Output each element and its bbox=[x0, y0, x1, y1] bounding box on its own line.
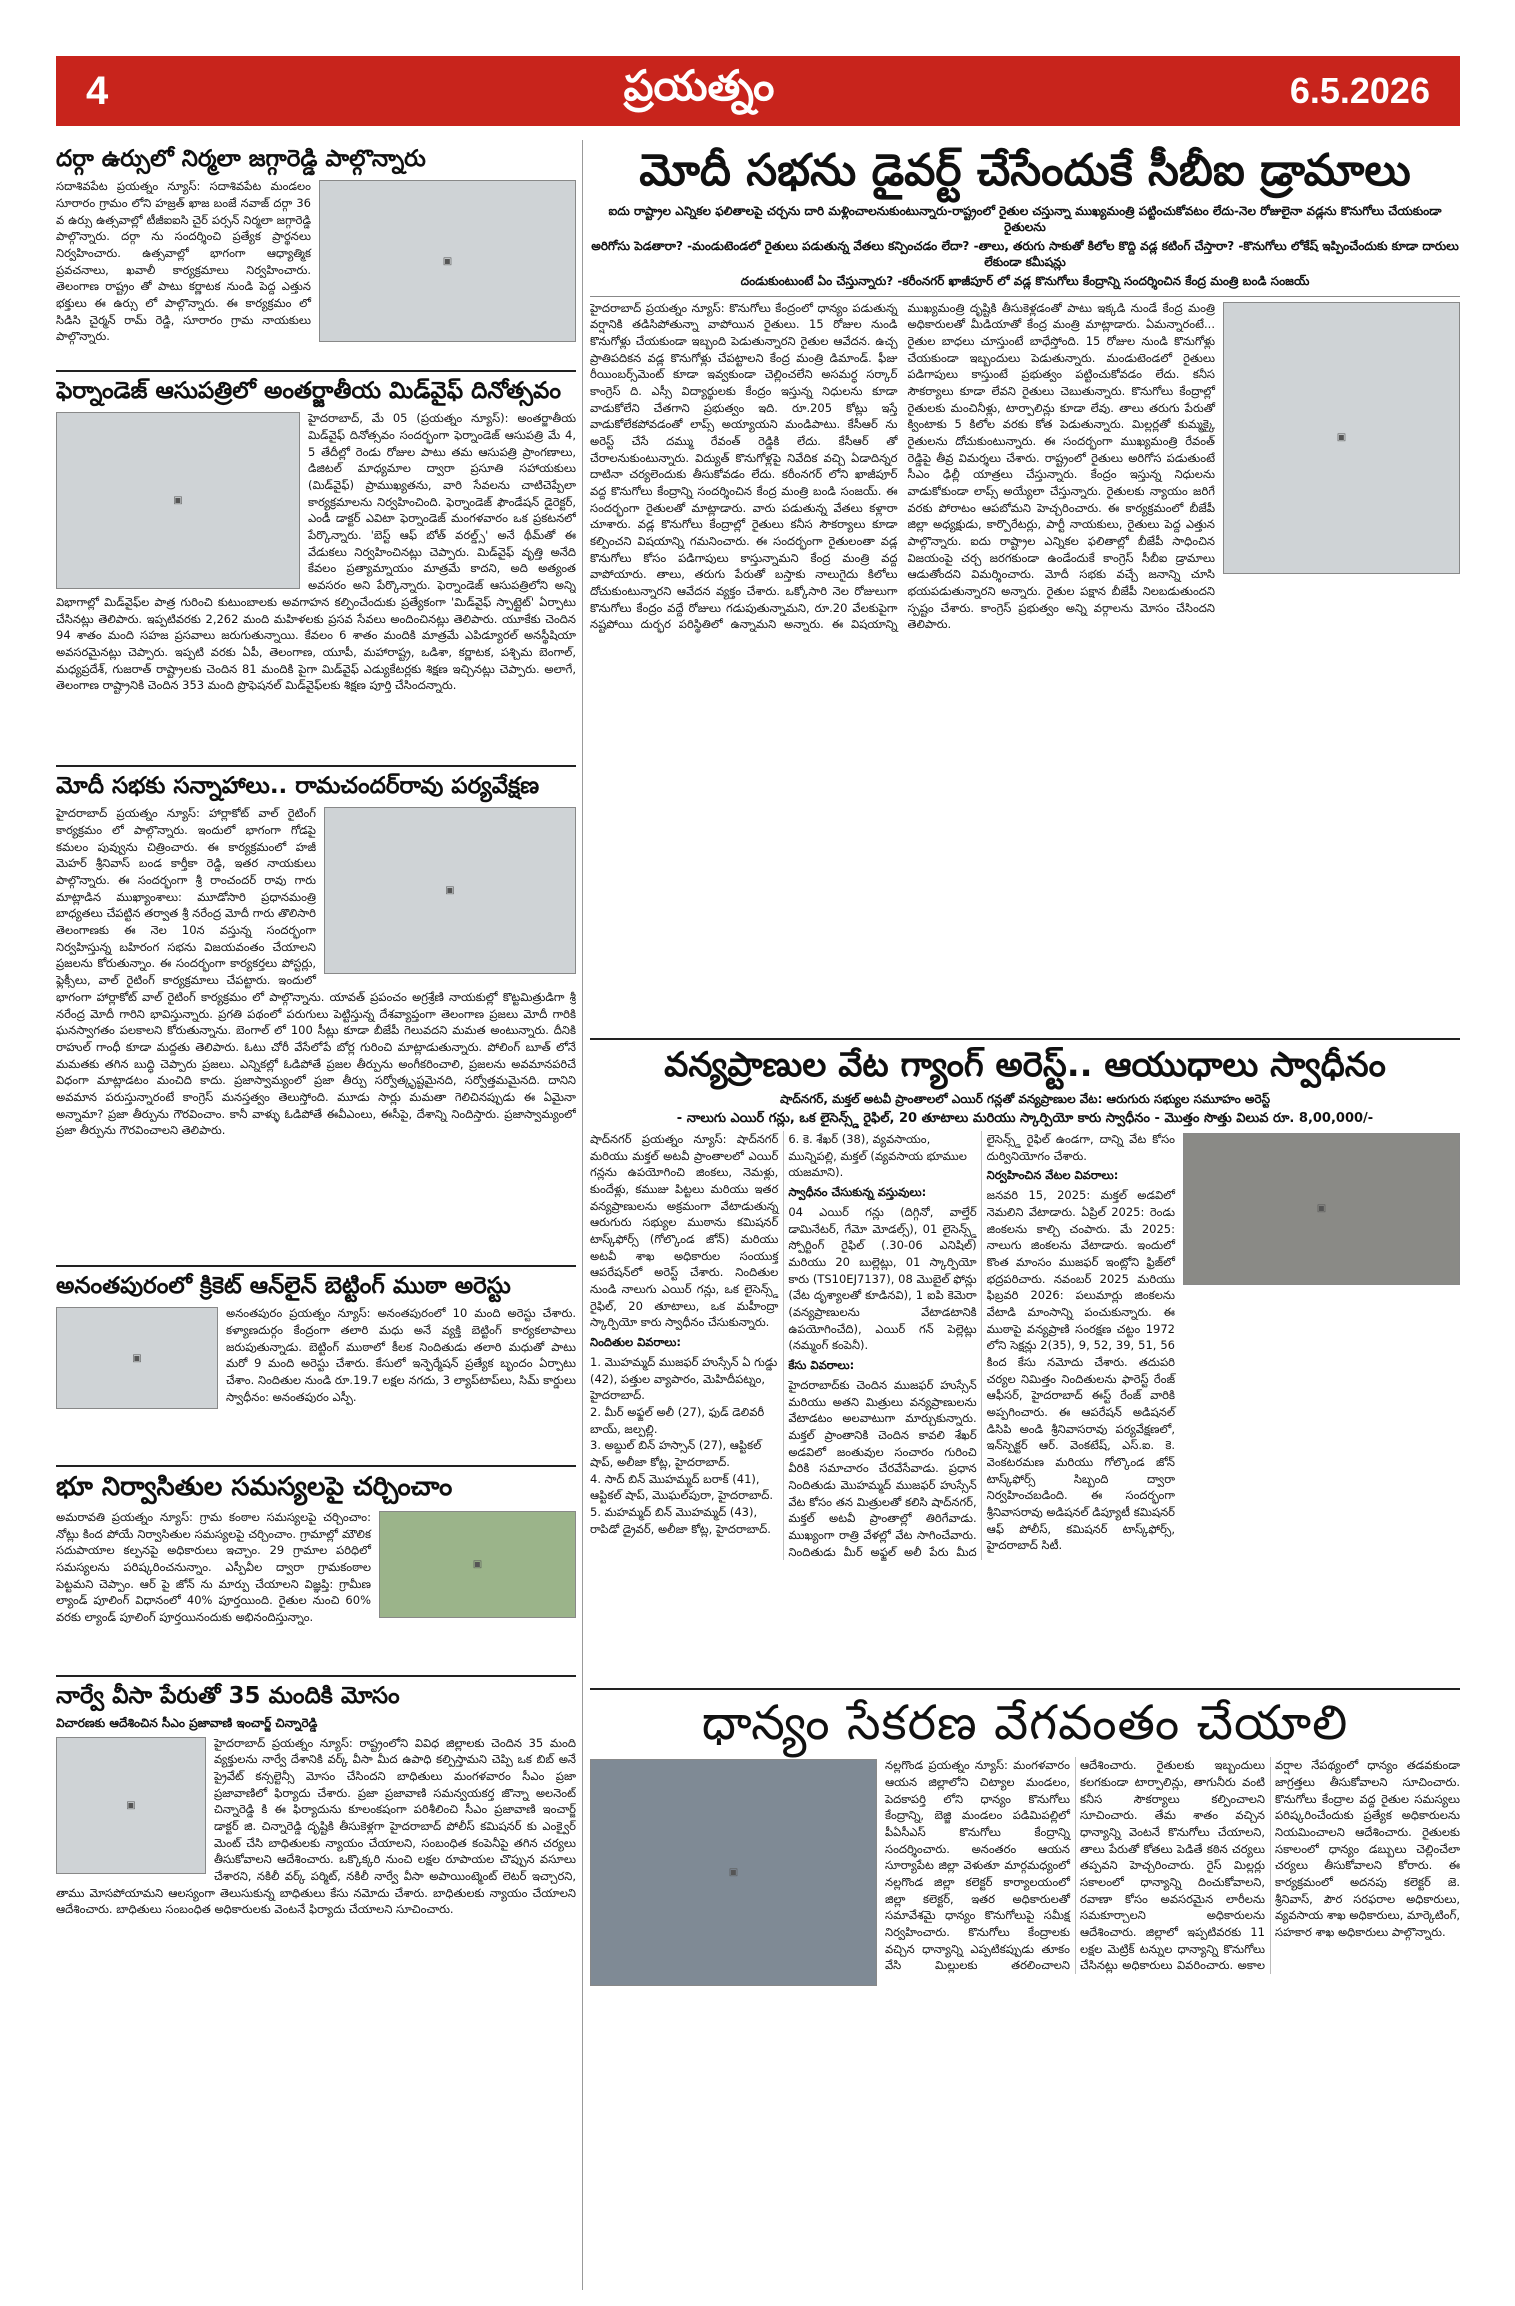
story-norway-visa-fraud bbox=[56, 1677, 576, 2237]
story-headline: అనంతపురంలో క్రికెట్ ఆన్‌లైన్ బెట్టింగ్ ముఠా అరెస్టు bbox=[56, 1273, 511, 1299]
story-body: షాద్‌నగర్ ప్రయత్నం న్యూస్: షాద్‌నగర్ మరియు మక్తల్ అటవీ ప్రాంతాలలో ఎయిర్ గన్లను ఉపయోగించి జింకలు, నెమళ్లు, కుందేళ్లు, కముజు పిట్టలు మరియు ఇతర వన్యప్రాణులను అక్రమంగా వేటాడుతున్న ఆరుగురు సభ్యుల ముఠాను కమిషనర్ టాస్క్‌ఫోర్స్ (గోల్కొండ జోన్) మరియు అటవీ శాఖ అధికారుల సంయుక్త ఆపరేషన్‌లో అరెస్ట్ చేశారు. నిందితుల నుండి నాలుగు ఎయిర్ గన్లు, ఒక లైసెన్స్డ్ రైఫిల్, 20 తూటాలు, ఒక మహీంద్రా స్కార్పియో కారు స్వాధీనం చేసుకున్నారు. bbox=[590, 1131, 779, 1330]
photo-placeholder-icon: ▣ bbox=[126, 1799, 136, 1811]
story-body: హైదరాబాద్ ప్రయత్నం న్యూస్: రాష్ట్రంలోని వివిధ జిల్లాలకు చెందిన 35 మంది వ్యక్తులను నార్వే దేశానికి వర్క్ వీసా మీద ఉపాధి కల్పిస్తామని చెప్పి ఒక బిబ్ అనే ప్రైవేట్ కన్సల్టెన్సీ మోసం చేసిందని బాధితులు మంగళవారం సీఎం ప్రజా ప్రజావాణిలో ఫిర్యాదు చేశారు. ప్రజా ప్రజావాణి సమన్వయకర్త జొన్నా అలనెంట్ చిన్నారెడ్డి కి ఈ ఫిర్యాదును కూలంకషంగా పరిశీలించి సీఎం ప్రజావాణి ఇంచార్జ్ డాక్టర్ జి. చిన్నారెడ్డి దృష్టికి తీసుకెళ్లగా హైదరాబాద్ పోలీస్ కమిషనర్ కు ఎంక్వైర్ మెంట్ చేసి బాధితులకు న్యాయం చేయాలని, సంబంధిత కంపెనీపై తగిన చర్యలు తీసుకోవాలని ఆదేశించారు. ఒక్కొక్కరి నుంచి లక్షల రూపాయల చొప్పున వసూలు చేశారని, నకిలీ వర్క్ పర్మిట్, నకిలీ నార్వే వీసా అపాయింట్మెంట్ లెటర్ ఇచ్చారని, తాము మోసపోయామని ఆలస్యంగా తెలుసుకున్న బాధితులు కేసు నమోదు చేశారు. బాధితులకు న్యాయం చేయాలని ఆదేశించారు. బాధితులు సంబంధిత అధికారులకు వెంటనే ఫిర్యాదు చేయాలని సూచించారు. bbox=[56, 1735, 576, 1917]
photo-betting-laptop bbox=[56, 1307, 218, 1409]
story-anantapur-betting bbox=[56, 1267, 576, 1467]
story-body: అమరావతి ప్రయత్నం న్యూస్: గ్రామ కంఠాల సమస్యలపై చర్చించాం: నోట్లు కింద పోయే నిర్వాసితుల సమస్యలపై చర్చించాం. గ్రామాల్లో మౌలిక సదుపాయాల కల్పనపై అధికారులు ఇచ్చాం. 29 గ్రామాల పరిధిలో సమస్యలను పరిష్కరించనున్నాం. ఎస్పీవీల ద్వారా గ్రామకంఠాల పెట్టమని చెప్పాం. ఆర్ పై జోన్ ను మార్పు చేయాలని విజ్ఞప్తి: గ్రామీణ ల్యాండ్ పూలింగ్ విధానంలో 40% పూర్తయింది. రైతుల నుంచి 60% వరకు ల్యాండ్ పూలింగ్ పూర్తయినందుకు అభినందిస్తున్నాం. bbox=[56, 1509, 371, 1624]
photo-ramchander-rao bbox=[324, 807, 576, 974]
photo-midwife-event bbox=[56, 412, 300, 589]
wildlife-body-columns bbox=[590, 1131, 1175, 1560]
photo-placeholder-icon: ▣ bbox=[1336, 432, 1347, 444]
photo-placeholder-icon: ▣ bbox=[173, 495, 183, 507]
right-column bbox=[590, 140, 1460, 2290]
story-body: నల్లగొండ ప్రయత్నం న్యూస్: మంగళవారం ఆయన జిల్లాలోని చిట్యాల మండలం, పెదకాపర్తి లోని ధాన్యం కొనుగోలు కేంద్రాన్ని, బెజ్జి మండలం పడిమిపల్లిలో పీఏసీఎస్ కొనుగోలు కేంద్రాన్ని సందర్శించారు. అనంతరం ఆయన సూర్యాపేట జిల్లా వెళుతూ మార్గమధ్యంలో నల్లగొండ జిల్లా కలెక్టర్ కార్యాలయంలో జిల్లా కలెక్టర్, ఇతర అధికారులతో సమావేశమై ధాన్యం కొనుగోలుపై సమీక్ష నిర్వహించారు. కొనుగోలు కేంద్రాలకు వచ్చిన ధాన్యాన్ని ఎప్పటికప్పుడు తూకం వేసి మిల్లులకు తరలించాలని ఆదేశించారు. రైతులకు ఇబ్బందులు కలగకుండా టార్పాలిన్లు, తాగునీరు వంటి కనీస సౌకర్యాలు కల్పించాలని సూచించారు. తేమ శాతం వచ్చిన ధాన్యాన్ని వెంటనే కొనుగోలు చేయాలని, తాలు పేరుతో కోతలు పెడితే కఠిన చర్యలు తప్పవని హెచ్చరించారు. రైస్ మిల్లర్లు సకాలంలో ధాన్యాన్ని దించుకోవాలని, రవాణా కోసం అవసరమైన లారీలను సమకూర్చాలని అధికారులను ఆదేశించారు. జిల్లాలో ఇప్పటివరకు 11 లక్షల మెట్రిక్ టన్నుల ధాన్యాన్ని కొనుగోలు చేసినట్లు అధికారులు వివరించారు. అకాల వర్షాల నేపథ్యంలో ధాన్యం తడవకుండా జాగ్రత్తలు తీసుకోవాలని సూచించారు. కొనుగోలు కేంద్రాల వద్ద రైతుల సమస్యలు పరిష్కరించేందుకు ప్రత్యేక అధికారులను నియమించాలని ఆదేశించారు. రైతులకు సకాలంలో ధాన్యం డబ్బులు చెల్లించేలా చర్యలు తీసుకోవాలని కోరారు. ఈ కార్యక్రమంలో అదనపు కలెక్టర్ జె. శ్రీనివాస్, పౌర సరఫరాల అధికారులు, వ్యవసాయ శాఖ అధికారులు, మార్కెటింగ్, సహకార శాఖ అధికారులు పాల్గొన్నారు. bbox=[885, 1758, 1460, 1973]
photo-placeholder-icon: ▣ bbox=[472, 1558, 483, 1570]
case-details: హైదరాబాద్‌కు చెందిన ముజఫర్ హుస్సేన్ మరియు అతని మిత్రులు వన్యప్రాణులను వేటాడటం అలవాటుగా మార్చుకున్నారు. మక్తల్ ప్రాంతానికి చెందిన కావలి శేఖర్ అడవిలో జంతువుల సంచారం గురించి వీరికి సమాచారం చేరవేసేవాడు. ప్రధాన నిందితుడు మొహమ్మద్ ముజఫర్ హుస్సేన్ వేట కోసం తన మిత్రులతో కలిసి షాద్‌నగర్, మక్తల్ అటవీ ప్రాంతాల్లో తిరిగేవాడు. ముఖ్యంగా రాత్రి వేళల్లో వేట సాగించేవారు. నిందితుడు మీర్ అఫ్జల్ అలీ పేరు మీద లైసెన్స్డ్ రైఫిల్ ఉండగా, దాన్ని వేట కోసం దుర్వినియోగం చేశారు. bbox=[788, 1131, 1175, 1559]
arrested-heading: నిందితుల వివరాలు: bbox=[590, 1334, 681, 1349]
story-headline: ధాన్యం సేకరణ వేగవంతం చేయాలి bbox=[701, 1695, 1349, 1751]
photo-placeholder-icon: ▣ bbox=[1316, 1203, 1327, 1215]
seized-heading: స్వాధీనం చేసుకున్న వస్తువులు: bbox=[788, 1184, 927, 1199]
hunts-heading: నిర్వహించిన వేటల వివరాలు: bbox=[986, 1168, 1119, 1183]
story-headline: నార్వే వీసా పేరుతో 35 మందికి మోసం bbox=[56, 1683, 400, 1709]
arrested-person-3: 3. అబ్దుల్ బిన్ హస్సాన్ (27), ఆప్టికల్ షాప్, అలీజా కోట్ల, హైదరాబాద్. bbox=[590, 1438, 762, 1469]
photo-seized-vehicle-guns bbox=[1183, 1133, 1460, 1285]
lead-story-cbi-drama bbox=[590, 140, 1460, 1040]
arrested-person-4: 4. సాద్ బిన్ మొహమ్మద్ బరాక్ (41), ఆప్టికల్ షాప్, మొఘల్‌పురా, హైదరాబాద్. bbox=[590, 1471, 774, 1503]
masthead bbox=[56, 56, 1460, 126]
photo-official-grain bbox=[590, 1759, 877, 1986]
newspaper-name: ప్రయత్నం bbox=[623, 61, 775, 110]
photo-bandi-sanjay bbox=[1223, 302, 1460, 574]
photo-nirmala-jaggareddy bbox=[319, 180, 576, 342]
photo-placeholder-icon: ▣ bbox=[132, 1352, 142, 1364]
page-number: 4 bbox=[86, 68, 109, 113]
lead-headline: మోదీ సభను డైవర్ట్ చేసేందుకే సీబీఐ డ్రామాలు bbox=[639, 145, 1411, 196]
issue-date: 6.5.2026 bbox=[1289, 70, 1430, 111]
lead-body: హైదరాబాద్ ప్రయత్నం న్యూస్: కొనుగోలు కేంద్రంలో ధాన్యం పడుతున్న వర్షానికి తడిసిపోతున్నా వాపోయిన రైతులు. 15 రోజుల నుండి కొనుగోళ్లు చేయకుండా ఇబ్బంది పెడుతున్నారని రైతుల ఆవేదన. ఉచ్చ ప్రాతిపదికన వడ్ల కొనుగోళ్లు చేపట్టాలని కేంద్ర మంత్రి డిమాండ్. ఫీజు రీయింబర్స్‌మెంట్ కూడా ఇవ్వకుండా చెల్లించలేని అసమర్ధ సర్కార్ కాంగ్రెస్ ది. ఎస్సీ విద్యార్థులకు కేంద్రం ఇస్తున్న నిధులను కూడా వాడుకోలేని చేతగాని ప్రభుత్వం ఇది. రూ.205 కోట్లు ఇస్తే వాడుకోలేకపోవడంతో లాప్స్ అయ్యాయని మండిపాటు. కేసీఆర్ ను అరెస్ట్ చేసే దమ్ము రేవంత్ రెడ్డికి లేదు. కేసీఆర్ తో చేరాలనుకుంటున్నారు. విద్యుత్ కొనుగోళ్లపై నివేదిక వచ్చి ఏడాదిన్నర దాటినా చర్యలెందుకు తీసుకోవడం లేదు. కరీంనగర్ లోని ఖాజీపూర్ వద్ద కొనుగోలు కేంద్రాన్ని సందర్శించిన కేంద్ర మంత్రి బండి సంజయ్. ఈ సందర్భంగా రైతులతో మాట్లాడారు. వారు పడుతున్న వేతలు కళ్లారా చూశారు. వడ్ల కొనుగోలు కేంద్రాల్లో రైతులు కనీస సౌకర్యాలు కూడా కల్పించని విషయాన్ని గమనించారు. ఈ సందర్భంగా రైతులంతా వడ్ల కొనుగోలు కోసం పడిగాపులు కాస్తున్నామని కేంద్ర మంత్రి వద్ద వాపోయారు. తాలు, తరుగు పేరుతో బస్తాకు నాలుగైదు కిలోలు దోచుకుంటున్నారని ఆవేదన వ్యక్తం చేశారు. ఒక్కోసారి నెల రోజులుగా కొనుగోలు కేంద్రం వద్దే రోజులు గడుపుతున్నామని, రూ.20 వేలకుపైగా నష్టపోయి దుర్భర పరిస్థితిలో ఉన్నామని అన్నారు. ఈ విషయాన్ని ముఖ్యమంత్రి దృష్టికి తీసుకెళ్లడంతో పాటు ఇక్కడి నుండే కేంద్ర మంత్రి అధికారులతో మీడియాతో కేంద్ర మంత్రి మాట్లాడారు. ఏమన్నారంటే... రైతుల బాధలు చూస్తుంటే బాధేస్తోంది. 15 రోజుల నుండి కొనుగోళ్లు చేయకుండా ఇబ్బందులు పెడుతున్నారు. మండుటెండలో రైతులు పడిగాపులు కాస్తుంటే ప్రభుత్వం పట్టించుకోవడం లేదు. కనీస సౌకర్యాలు కూడా లేవని రైతులు చెబుతున్నారు. కొనుగోలు కేంద్రాల్లో రైతులకు మంచినీళ్లు, టార్పాలిన్లు కూడా లేవు. తాలు తరుగు పేరుతో క్వింటాకు 5 కిలోల వరకు కోత పెడుతున్నారు. మిల్లర్లతో కుమ్మక్కై రైతులను దోచుకుంటున్నారు. ఈ సందర్భంగా ముఖ్యమంత్రి రేవంత్ రెడ్డిపై తీవ్ర విమర్శలు చేశారు. రాష్ట్రంలో రైతులు అరిగోస పడుతుంటే సీఎం ఢిల్లీ యాత్రలు చేస్తున్నారు. కేంద్రం ఇస్తున్న నిధులను వాడుకోకుండా లాప్స్ అయ్యేలా చేస్తున్నారు. రైతులకు న్యాయం జరిగే వరకు పోరాటం ఆపబోమని హెచ్చరించారు. ఈ కార్యక్రమంలో బీజేపీ జిల్లా అధ్యక్షుడు, కార్పొరేటర్లు, పార్టీ నాయకులు, రైతులు పెద్ద ఎత్తున పాల్గొన్నారు. ఐదు రాష్ట్రాల ఎన్నికల ఫలితాల్లో బీజేపీ సాధించిన విజయంపై చర్చ జరగకుండా ఉండేందుకే కాంగ్రెస్ సీబీఐ డ్రామాలు ఆడుతోందని విమర్శించారు. మోదీ సభకు వచ్చే జనాన్ని చూసి భయపడుతున్నారని అన్నారు. రైతుల పక్షాన బీజేపీ నిలబడుతుందని స్పష్టం చేశారు. కాంగ్రెస్ ప్రభుత్వం అన్ని వర్గాలను మోసం చేసిందని తెలిపారు. bbox=[590, 300, 1215, 632]
seized-items: 04 ఎయిర్ గన్లు (దిగ్గినో, వాల్తేర్ డామినేటర్, గేమో మోడల్స్), 01 లైసెన్స్డ్ స్పోర్టింగ్ రైఫిల్ (.30-06 ఎనిషిల్) మరియు 20 బుల్లెట్లు, 01 స్కార్పియో కారు (TS10EJ7137), 08 మొబైల్ ఫోన్లు (వేట దృశ్యాలతో కూడినవి), 1 ఐపి కెమెరా (వన్యప్రాణులను వేటాడటానికి ఉపయోగించేది), ఎయిర్ గన్ పెల్లెట్లు (నమ్మంగ్ కంపెనీ). bbox=[788, 1204, 977, 1353]
story-headline: మోదీ సభకు సన్నాహాలు.. రామచందర్‌రావు పర్యవేక్షణ bbox=[56, 773, 540, 799]
story-body: సదాశివపేట ప్రయత్నం న్యూస్: సదాశివపేట మండలం సూరారం గ్రామం లోని హజ్రత్ ఖాజ బంజే నవాజ్ దర్గా 36 వ ఉర్సు ఉత్సవాల్లో టీజీఐఐసి చైర్ పర్సన్ నిర్మలా జగ్గారెడ్డి పాల్గొన్నారు. దర్గా ను సందర్శించి ప్రత్యేక ప్రార్థనలు నిర్వహించారు. ఉత్సవాల్లో భాగంగా ఆధ్యాత్మిక ప్రవచనాలు, ఖవాలీ కార్యక్రమాలు నిర్వహించారు. తెలంగాణ రాష్ట్రం తో పాటు కర్ణాటక నుండి పెద్ద ఎత్తున భక్తులు ఈ ఉర్సు లో పాల్గొన్నారు. ఈ కార్యక్రమం లో సిడిసి చైర్మన్ రామ్ రెడ్డి, సూరారం గ్రామ నాయకులు పాల్గొన్నారు. bbox=[56, 179, 311, 344]
story-headline: ఫెర్నాండెజ్ ఆసుపత్రిలో అంతర్జాతీయ మిడ్‌వైఫ్ దినోత్సవం bbox=[56, 378, 561, 404]
story-subheadline-1: షాద్‌నగర్, మక్తల్ అటవీ ప్రాంతాలలో ఎయిర్ గన్లతో వన్యప్రాణుల వేట: ఆరుగురు సభ్యుల సమూహం అరెస్ట్ bbox=[779, 1092, 1271, 1107]
photo-aerial-fields bbox=[379, 1511, 576, 1618]
photo-placeholder-icon: ▣ bbox=[445, 885, 455, 897]
story-headline: భూ నిర్వాసితుల సమస్యలపై చర్చించాం bbox=[56, 1472, 453, 1502]
arrested-person-5: 5. మహమ్మద్ బిన్ మొహమ్మద్ (43), రాపిడో డ్రైవర్, అలీజా కోట్ల, హైదరాబాద్. bbox=[590, 1504, 771, 1536]
story-nirmala-jaggareddy bbox=[56, 140, 576, 372]
lead-subheadline-1: ఐదు రాష్ట్రాల ఎన్నికల ఫలితాలపై చర్చను దారి మళ్లించాలనుకుంటున్నారు-రాష్ట్రంలో రైతుల చస్తున్నా ముఖ్యమంత్రి పట్టించుకోవటం లేదు-నెల రోజులైనా వడ్లను కొనుగోలు చేయకుండా రైతులను bbox=[608, 203, 1442, 234]
story-body: హైదరాబాద్, మే 05 (ప్రయత్నం న్యూస్): అంతర్జాతీయ మిడ్‌వైఫ్ దినోత్సవం సందర్భంగా ఫెర్నాండెజ్ ఆసుపత్రి మే 4, 5 తేదీల్లో రెండు రోజుల పాటు తమ ఆసుపత్రి ప్రాంగణాలు, డిజిటల్ మాధ్యమాల ద్వారా ప్రసూతి సహాయకులు (మిడ్‌వైఫ్) ప్రాముఖ్యతను, వారి సేవలను చాటిచెప్పేలా కార్యక్రమాలను నిర్వహించింది. ఫెర్నాండెజ్ ఫౌండేషన్ డైరెక్టర్, ఎండీ డాక్టర్ ఎవిటా ఫెర్నాండెజ్ మంగళవారం ఒక ప్రకటనలో పేర్కొన్నారు. 'బెస్ట్ ఆఫ్ బోత్ వరల్డ్స్' అనే థీమ్‌తో ఈ వేడుకలు నిర్వహించినట్లు చెప్పారు. మిడ్‌వైఫ్ వృత్తి అనేది కేవలం ప్రత్యామ్నాయం మాత్రమే కాదని, అది అత్యంత అవసరం అని పేర్కొన్నారు. ఫెర్నాండెజ్ ఆసుపత్రిలోని అన్ని విభాగాల్లో మిడ్‌వైఫ్‌ల పాత్ర గురించి కుటుంబాలకు అవగాహన కల్పించేందుకు ప్రత్యేకంగా 'మిడ్‌వైఫ్ స్పాట్లైట్' ఏర్పాటు చేసినట్లు తెలిపారు. ఇప్పటివరకు 2,262 మంది మహిళలకు ప్రసవ సేవలు అందించినట్లు తెలిపారు. యూకేకు చెందిన 94 శాతం మంది సహజ ప్రసవాలు జరుగుతున్నాయి. కేవలం 6 శాతం మందికి మాత్రమే ఎపిడ్యూరల్ అనస్థీషియా అవసరమైనట్లు చెప్పారు. ఇప్పటి వరకు ఏపీ, తెలంగాణ, యూపీ, మహారాష్ట్ర, ఒడిశా, కర్ణాటక, పశ్చిమ బెంగాల్, మధ్యప్రదేశ్, గుజరాత్ రాష్ట్రాలకు చెందిన 81 మందికి పైగా మిడ్‌వైఫ్ ఎడ్యుకేటర్లకు శిక్షణ ఇచ్చినట్లు చెప్పారు. అలాగే, తెలంగాణ రాష్ట్రానికి చెందిన 353 మంది ప్రొఫెషనల్ మిడ్‌వైఫ్‌లకు శిక్షణ పూర్తి చేసిందన్నారు. bbox=[56, 411, 576, 693]
arrested-person-2: 2. మీర్ అఫ్జల్ అలీ (27), ఫుడ్ డెలివరీ బాయ్, జల్పల్లి. bbox=[590, 1404, 765, 1436]
lead-subheadline-3: దండుకుంటుంటే ఏం చేస్తున్నారు? -కరీంనగర్ ఖాజీపూర్ లో వడ్ల కొనుగోలు కేంద్రాన్ని సందర్శించిన కేంద్ర మంత్రి బండి సంజయ్ bbox=[590, 273, 1460, 296]
story-fernandez-midwife bbox=[56, 372, 576, 767]
story-wildlife-hunting-gang bbox=[590, 1040, 1460, 1690]
story-subheadline-2: - నాలుగు ఎయిర్ గన్లు, ఒక లైసెన్స్డ్ రైఫిల్, 20 తూటాలు మరియు స్కార్పియో కారు స్వాధీనం - మొత్తం సొత్తు విలువ రూ. 8,00,000/- bbox=[676, 1111, 1374, 1127]
arrested-person-1: 1. మొహమ్మద్ ముజఫర్ హుస్సేన్ ఏ గుడ్డు (42), పత్తుల వ్యాపారం, మెహిదీపట్నం, హైదరాబాద్. bbox=[590, 1354, 778, 1403]
photo-placeholder-icon: ▣ bbox=[442, 255, 453, 267]
story-modi-rally-prep bbox=[56, 767, 576, 1267]
story-headline: వన్యప్రాణుల వేట గ్యాంగ్ అరెస్ట్.. ఆయుధాలు స్వాధీనం bbox=[664, 1045, 1386, 1085]
story-body: అనంతపురం ప్రయత్నం న్యూస్: అనంతపురంలో 10 మంది అరెస్టు చేశారు. కళ్యాణదుర్గం కేంద్రంగా తలారి మధు అనే వ్యక్తి బెట్టింగ్ కార్యకలాపాలు జరుపుతున్నాడు. బెట్టింగ్ ముఠాలో కీలక నిందితుడు తలారి మధుతో పాటు మరో 9 మంది అరెస్టు చేశారు. కేసులో ఇన్ఫెర్మేషన్ ప్రత్యేక బృందం ఏర్పాటు చేశాం. నిందితుల నుండి రూ.19.7 లక్షల నగదు, 3 ల్యాప్‌టాప్‌లు, సిమ్ కార్డులు స్వాధీనం: అనంతపురం ఎస్పీ. bbox=[226, 1306, 576, 1404]
story-land-displaced bbox=[56, 1467, 576, 1677]
case-heading: కేసు వివరాలు: bbox=[788, 1357, 855, 1372]
photo-placeholder-icon: ▣ bbox=[728, 1867, 739, 1879]
story-grain-procurement bbox=[590, 1690, 1460, 2290]
hunt-details: జనవరి 15, 2025: మక్తల్ అడవిలో నెమలిని వేటాడారు. ఏప్రిల్ 2025: రెండు జింకలను కాల్చి చంపారు. మే 2025: నాలుగు జింకలను వేటాడారు. ఇందులో కొంత మాంసం ముజఫర్ ఇంట్లోని ఫ్రిజ్‌లో భద్రపరిచారు. నవంబర్ 2025 మరియు ఫిబ్రవరి 2026: పలుమార్లు జింకలను వేటాడి మాంసాన్ని పంచుకున్నారు. ఈ ముఠాపై వన్యప్రాణి సంరక్షణ చట్టం 1972 లోని సెక్షన్లు 2(35), 9, 52, 39, 51, 56 కింద కేసు నమోదు చేశారు. తదుపరి చర్యల నిమిత్తం నిందితులను ఫారెస్ట్ రేంజ్ ఆఫీసర్, హైదరాబాద్ ఈస్ట్ రేంజ్ వారికి అప్పగించారు. ఈ ఆపరేషన్ అడిషనల్ డిసిపి అండి శ్రీనివాసరావు పర్యవేక్షణలో, ఇన్‌స్పెక్టర్ ఆర్. వెంకటేష్, ఎస్.ఐ. కె. వెంకటరమణ మరియు గోల్కొండ జోన్ టాస్క్‌ఫోర్స్ సిబ్బంది ద్వారా నిర్వహించబడింది. ఈ సందర్భంగా శ్రీనివాసరావు అడిషనల్ డిప్యూటీ కమిషనర్ ఆఫ్ పోలీస్, కమిషనర్ టాస్క్‌ఫోర్స్, హైదరాబాద్ సిటీ. bbox=[986, 1188, 1175, 1553]
story-headline: దర్గా ఉర్సులో నిర్మలా జగ్గారెడ్డి పాల్గొన్నారు bbox=[56, 146, 426, 172]
arrested-person-6: 6. కె. శేఖర్ (38), వ్యవసాయం, మున్నిపల్లి, మక్తల్ (వ్యవసాయ భూముల యజమాని). bbox=[788, 1131, 967, 1180]
photo-chinna-reddy bbox=[56, 1737, 206, 1874]
left-column bbox=[56, 140, 576, 2290]
lead-subheadline-2: అరిగోసు పెడతారా? -మండుటెండలో రైతులు పడుతున్న వేతలు కన్పించడం లేదా? -తాలు, తరుగు సాకుతో కిలోల కొద్ది వడ్ల కటింగ్ చేస్తారా? -కొనుగోలు లోకేష్ ఇప్పించేందుకు కూడా దారులు లేకుండా కమీషన్లు bbox=[591, 238, 1459, 270]
grain-body-columns bbox=[885, 1757, 1460, 1974]
story-subheadline: విచారణకు ఆదేశించిన సీఎం ప్రజావాణి ఇంచార్జ్ చిన్నారెడ్డి bbox=[56, 1716, 318, 1731]
column-divider bbox=[582, 140, 583, 2290]
lead-body-columns bbox=[590, 300, 1215, 633]
story-body: హైదరాబాద్ ప్రయత్నం న్యూస్: హార్లాకోట్ వాల్ రైటింగ్ కార్యక్రమం లో పాల్గొన్నారు. ఇందులో భాగంగా గోడపై కమలం పువ్వును చిత్రించారు. ఈ కార్యక్రమంలో హజీ మెహర్ శ్రీనివాస్ బండ కార్తీకా రెడ్డి, ఇతర నాయకులు పాల్గొన్నారు. ఈ సందర్భంగా శ్రీ రాంచందర్ రావు గారు మాట్లాడిన ముఖ్యాంశాలు: మూడోసారి ప్రధానమంత్రి బాధ్యతలు చేపట్టిన తర్వాత శ్రీ నరేంద్ర మోదీ గారు తొలిసారి తెలంగాణకు ఈ నెల 10న వస్తున్న సందర్భంగా నిర్వహిస్తున్న బహిరంగ సభను విజయవంతం చేయాలని ప్రజలను కోరుతున్నాం. ఈ సందర్భంగా కార్యకర్తలు పోస్టర్లు, ఫ్లెక్సీలు, వాల్ రైటింగ్ కార్యక్రమాలు చేపట్టారు. ఇందులో భాగంగా హార్లాకోట్ వాల్ రైటింగ్ కార్యక్రమం లో పాల్గొన్నాను. యావత్ ప్రపంచం అగ్రశ్రేణి నాయకుల్లో కొట్టమిత్రుడిగా శ్రీ నరేంద్ర మోదీ గారిని భావిస్తున్నారు. ప్రగతి పథంలో పరుగులు పెట్టిస్తున్న దేశవ్యాప్తంగా తెలంగాణ ప్రజలు మోదీ గారికి ఘనస్వాగతం పలకాలని కోరుతున్నాను. బెంగాల్ లో 100 సీట్లు కూడా బీజేపీ గెలువదని మమత అంటున్నారు. దీనికి రాహుల్ గాంధీ కూడా మద్దతు తెలిపారు. ఓటు చోరీ వేసేలోపే బోర్ల గురించి మాట్లాడుతున్నారు. పోలింగ్ బూత్ లోనే మమతకు తగిన బుద్ధి చెప్పారు ప్రజలు. ఎన్నికల్లో ఓడిపోతే ప్రజల తీర్పును అంగీకరించాలి, ప్రజలను అవమానపరిచే విధంగా మాట్లాడటం మంచిది కాదు. ప్రజాస్వామ్యంలో ప్రజా తీర్పు సర్వోత్కృష్టమైనది, సర్వోత్తమమైనది. దానిని అవమాన పరుస్తున్నారంటే కాంగ్రెస్ మనస్తత్వం తెలుస్తోంది. మూడు సార్లు మమతా గెలిచినప్పుడు ఈ ఏమైనా అన్నామా? ప్రజా తీర్పును గౌరవించాం. కానీ వాళ్ళు ఓడిపోతే ఈవీఎంలు, ఈసీపై, దేశాన్ని నిందిస్తారు. ప్రజాస్వామ్యంలో ప్రజా తీర్పును గౌరవించాలని తెలిపారు. bbox=[56, 806, 576, 1138]
